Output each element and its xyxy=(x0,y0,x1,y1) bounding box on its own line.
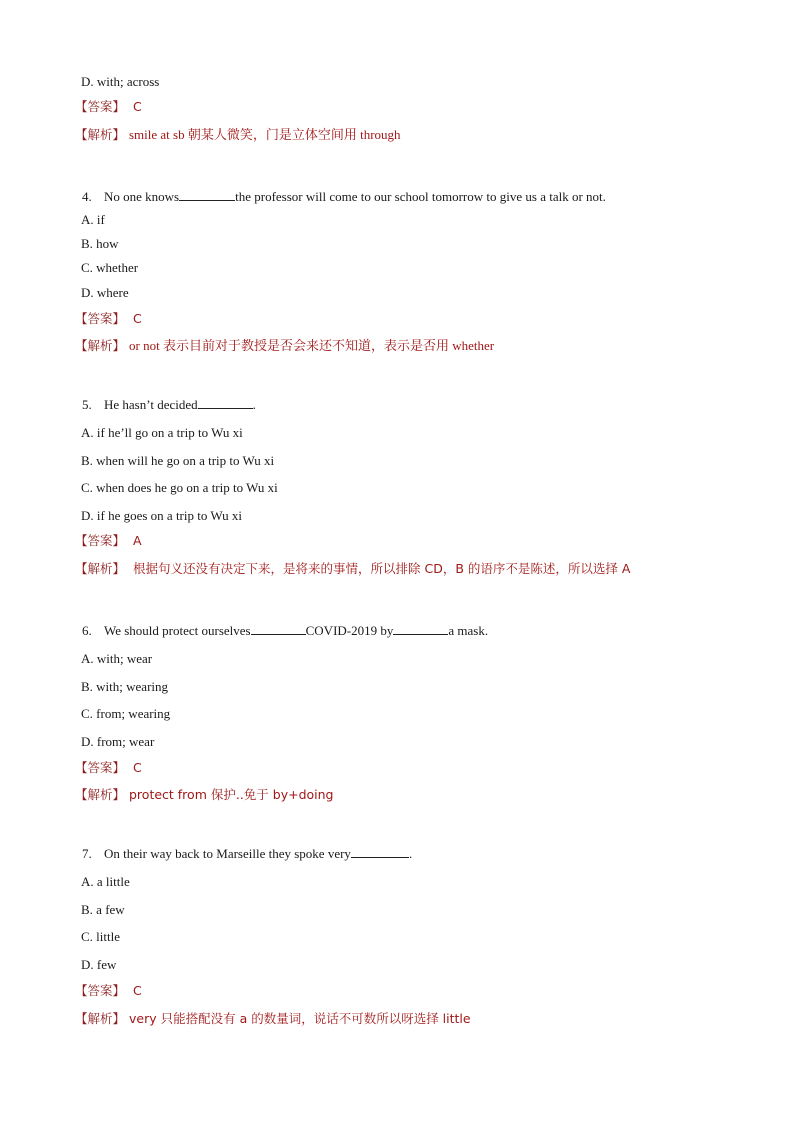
answer-label: 【答案】 xyxy=(75,983,126,998)
answer-label: 【答案】 xyxy=(75,99,126,114)
question-number: 6. xyxy=(82,623,92,638)
answer-blank-2 xyxy=(393,622,448,635)
answer-blank xyxy=(351,845,409,858)
explanation-label: 【解析】 xyxy=(75,338,126,353)
option-d: D. few xyxy=(81,957,117,972)
question-number: 4. xyxy=(82,189,92,204)
option-c: C. whether xyxy=(81,260,139,275)
answer-value: C xyxy=(133,99,142,114)
answer-row xyxy=(75,99,142,115)
question-text-after: the professor will come to our school tomorrow to give us a talk or not. xyxy=(235,189,606,204)
option-b: B. how xyxy=(81,236,119,251)
question-text-before: He hasn’t decided xyxy=(104,397,198,412)
question-number: 7. xyxy=(82,846,92,861)
explanation-label: 【解析】 xyxy=(75,787,126,802)
explanation-row xyxy=(75,787,334,803)
question-6-stem xyxy=(82,622,488,639)
explanation-row xyxy=(75,561,630,577)
option-d: D. if he goes on a trip to Wu xi xyxy=(81,508,242,523)
explanation-label: 【解析】 xyxy=(75,561,126,576)
option-a: A. with; wear xyxy=(81,651,153,666)
question-text-after: . xyxy=(408,846,413,861)
answer-value: C xyxy=(133,311,142,326)
answer-value: A xyxy=(133,533,142,548)
question-text-before: No one knows xyxy=(104,189,180,204)
option-c: C. little xyxy=(81,929,120,944)
question-text-after: a mask. xyxy=(448,623,489,638)
answer-row xyxy=(75,533,142,549)
question-number: 5. xyxy=(82,397,92,412)
answer-row xyxy=(75,311,142,327)
option-b: B. with; wearing xyxy=(81,679,169,694)
answer-blank-1 xyxy=(251,622,306,635)
option-d: D. with; across xyxy=(81,74,160,89)
answer-label: 【答案】 xyxy=(75,533,126,548)
explanation-row xyxy=(75,1011,471,1027)
question-5-stem xyxy=(82,396,256,413)
explanation-label: 【解析】 xyxy=(75,1011,126,1026)
option-c: C. when does he go on a trip to Wu xi xyxy=(81,480,278,495)
option-d: D. from; wear xyxy=(81,734,155,749)
explanation-text: protect from 保护..免于 by+doing xyxy=(129,787,334,802)
option-c: C. from; wearing xyxy=(81,706,171,721)
question-4-stem xyxy=(82,188,606,205)
answer-row xyxy=(75,983,142,999)
question-7-stem xyxy=(82,845,412,862)
explanation-label: 【解析】 xyxy=(75,127,126,142)
answer-label: 【答案】 xyxy=(75,760,126,775)
option-b: B. when will he go on a trip to Wu xi xyxy=(81,453,275,468)
option-a: A. if he’ll go on a trip to Wu xi xyxy=(81,425,243,440)
explanation-text: 根据句义还没有决定下来，是将来的事情，所以排除 CD，B 的语序不是陈述，所以选择 A xyxy=(133,561,631,576)
option-a: A. if xyxy=(81,212,105,227)
answer-blank xyxy=(179,188,235,201)
answer-row xyxy=(75,760,142,776)
explanation-row xyxy=(75,338,494,354)
question-text-after: . xyxy=(252,397,256,412)
explanation-text: very 只能搭配没有 a 的数量词，说话不可数所以呀选择 little xyxy=(129,1011,471,1026)
question-text-middle: COVID-2019 by xyxy=(305,623,394,638)
explanation-text: or not 表示目前对于教授是否会来还不知道，表示是否用 whether xyxy=(129,338,495,353)
answer-value: C xyxy=(133,760,142,775)
answer-value: C xyxy=(133,983,142,998)
option-d: D. where xyxy=(81,285,129,300)
answer-label: 【答案】 xyxy=(75,311,126,326)
explanation-row xyxy=(75,127,401,143)
explanation-text: smile at sb 朝某人微笑，门是立体空间用 through xyxy=(129,127,401,142)
option-a: A. a little xyxy=(81,874,130,889)
option-b: B. a few xyxy=(81,902,125,917)
question-text-before: We should protect ourselves xyxy=(104,623,251,638)
question-text-before: On their way back to Marseille they spoke very xyxy=(104,846,351,861)
answer-blank xyxy=(198,396,253,409)
